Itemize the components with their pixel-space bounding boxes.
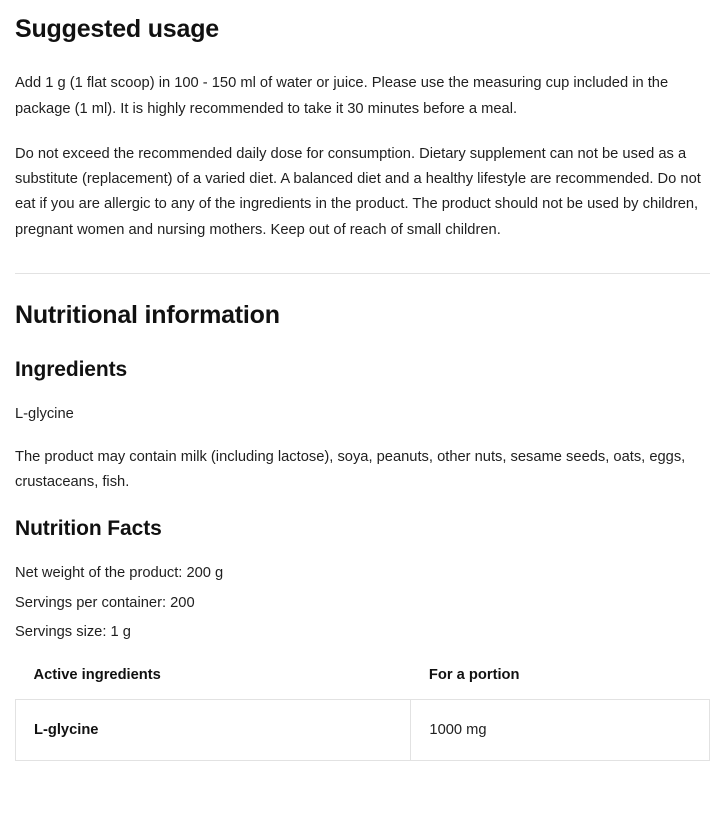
nutritional-information-heading: Nutritional information	[15, 300, 280, 329]
net-weight-line: Net weight of the product: 200 g	[15, 564, 224, 581]
table-row	[16, 700, 710, 761]
nutrition-table-head	[16, 667, 710, 700]
table-header-row	[16, 667, 710, 700]
cell-portion-amount: 1000 mg	[411, 700, 710, 761]
suggested-usage-section	[15, 14, 710, 243]
column-header-active-ingredients: Active ingredients	[33, 667, 161, 684]
suggested-usage-heading: Suggested usage	[15, 15, 219, 43]
ingredients-heading: Ingredients	[15, 358, 128, 382]
column-header-for-a-portion: For a portion	[428, 667, 520, 684]
allergen-note: The product may contain milk (including lactose), soya, peanuts, other nuts, sesame seeds, oats, eggs, crustaceans, fish.	[15, 448, 686, 491]
serving-size-line: Servings size: 1 g	[15, 624, 131, 641]
nutrition-facts-summary	[15, 562, 710, 645]
ingredients-list: L-glycine	[15, 406, 74, 423]
section-divider	[15, 273, 710, 274]
cell-ingredient-name: L-glycine	[16, 700, 411, 761]
usage-instructions-paragraph: Add 1 g (1 flat scoop) in 100 - 150 ml of water or juice. Please use the measuring cup included in the package (1 ml). It is highly recommended to take it 30 minutes before a meal.	[15, 75, 669, 117]
nutrition-table-body	[16, 700, 710, 761]
nutrition-facts-table	[15, 667, 710, 761]
servings-per-container-line: Servings per container: 200	[15, 594, 195, 611]
nutrition-facts-heading: Nutrition Facts	[15, 516, 162, 540]
usage-warning-paragraph: Do not exceed the recommended daily dose for consumption. Dietary supplement can not be used as a substitute (replacement) of a varied diet. A balanced diet and a healthy lifestyle are recommended. Do not eat if you are allergic to any of the ingredients in the product. The product should not be used by children, pregnant women and nursing mothers. Keep out of reach of small children.	[15, 145, 701, 238]
nutritional-information-section	[15, 300, 710, 761]
